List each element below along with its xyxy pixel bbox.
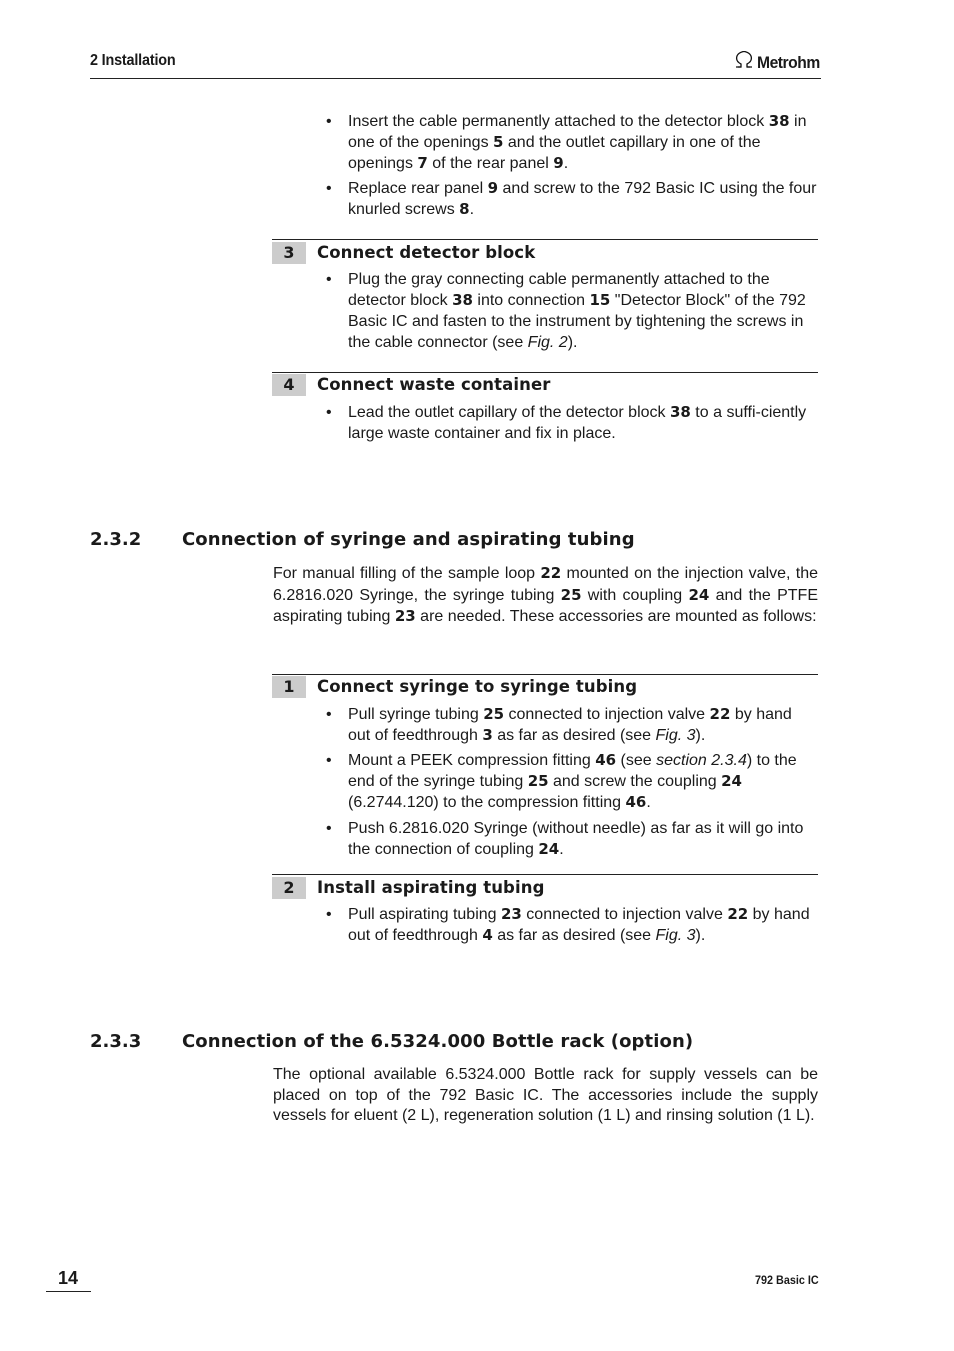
list-item: Mount a PEEK compression fitting 46 (see section 2.3.4) to the end of the syringe tubing 25 and screw the coupling 24 (6.2744.120) to the compression fitting 46. [348,751,797,811]
reference-number: 25 [483,705,505,723]
list-item: Push 6.2816.020 Syringe (without needle) as far as it will go into the connection of coupling 24. [348,820,804,858]
step-title: Connect syringe to syringe tubing [317,677,638,696]
reference-number: 38 [768,112,790,130]
reference-number: 22 [727,905,749,923]
list-item: Replace rear panel 9 and screw to the 792 Basic IC using the four knurled screws 8. [348,179,817,218]
reference-number: 46 [625,793,647,811]
italic-reference: Fig. 3 [655,927,696,944]
bullet-dot: • [326,271,332,288]
reference-number: 15 [589,291,611,309]
step-title: Connect detector block [317,243,536,262]
reference-number: 38 [452,291,473,309]
bullet-dot: • [326,706,332,723]
reference-number: 23 [500,905,522,923]
reference-number: 9 [487,179,499,197]
reference-number: 46 [595,751,617,769]
reference-number: 4 [482,926,493,944]
italic-reference: section 2.3.4 [656,752,747,769]
reference-number: 22 [540,564,562,582]
reference-number: 38 [669,403,691,421]
step-rule [272,674,818,675]
reference-number: 5 [493,133,504,151]
footer-rule [46,1291,91,1292]
bullet-dot: • [326,820,332,837]
section-number: 2.3.2 [90,529,142,550]
running-header-chapter: 2 Installation [90,52,176,69]
bullet-dot: • [326,113,332,130]
step-number: 2 [272,877,306,899]
page-number: 14 [58,1268,79,1288]
reference-number: 9 [553,154,564,172]
reference-number: 3 [482,726,493,744]
step-number: 3 [272,242,306,264]
step-number: 1 [272,676,306,698]
reference-number: 24 [688,585,710,604]
omega-icon [734,51,754,74]
list-item: Pull syringe tubing 25 connected to injection valve 22 by hand out of feedthrough 3 as far as desired (see Fig. 3). [348,705,792,744]
bullet-dot: • [326,404,332,421]
italic-reference: Fig. 2 [527,334,568,351]
list-item: Insert the cable permanently attached to the detector block 38 in one of the openings 5 and the outlet capillary in one of the openings 7 of the rear panel 9. [348,112,807,172]
italic-reference: Fig. 3 [655,727,696,744]
step-rule [272,239,818,240]
list-item: Plug the gray connecting cable permanently attached to the detector block 38 into connection 15 "Detector Block" of the 792 Basic IC and fasten to the instrument by tightening the screws in the cable connector (see Fig. 2). [348,271,806,351]
section-title: Connection of syringe and aspirating tubing [182,529,635,550]
reference-number: 24 [721,772,742,790]
step-title: Install aspirating tubing [317,878,545,897]
section-number: 2.3.3 [90,1031,142,1052]
list-item: Lead the outlet capillary of the detector block 38 to a suffi-ciently large waste container and fix in place. [348,403,807,442]
reference-number: 23 [394,607,416,625]
bullet-dot: • [326,752,332,769]
section-intro: For manual filling of the sample loop 22 mounted on the injection valve, the 6.2816.020 Syringe, the syringe tubing 25 with coupling 24 and the PTFE aspirating tubing 23 are needed. These accessories are mounted as follows: [273,564,819,625]
section-title: Connection of the 6.5324.000 Bottle rack (option) [182,1031,694,1052]
step-number: 4 [272,374,306,396]
brand-logo [734,51,825,74]
reference-number: 22 [709,705,731,723]
bullet-dot: • [326,180,332,197]
bullet-dot: • [326,906,332,923]
reference-number: 7 [417,154,428,172]
reference-number: 8 [459,200,470,218]
list-item: Pull aspirating tubing 23 connected to injection valve 22 by hand out of feedthrough 4 as far as desired (see Fig. 3). [348,905,810,944]
brand-name: Metrohm [757,52,820,72]
section-intro: The optional available 6.5324.000 Bottle rack for supply vessels can be placed on top of the 792 Basic IC. The accessories include the supply vessels for eluent (2 L), regeneration solution (1 L) and rinsing solution (1 L). [273,1066,818,1124]
step-rule [272,372,818,373]
reference-number: 24 [538,840,560,858]
header-rule [90,78,821,79]
reference-number: 25 [527,772,549,790]
step-title: Connect waste container [317,375,551,394]
step-rule [272,874,818,875]
reference-number: 25 [560,585,582,604]
footer-product: 792 Basic IC [755,1273,819,1287]
